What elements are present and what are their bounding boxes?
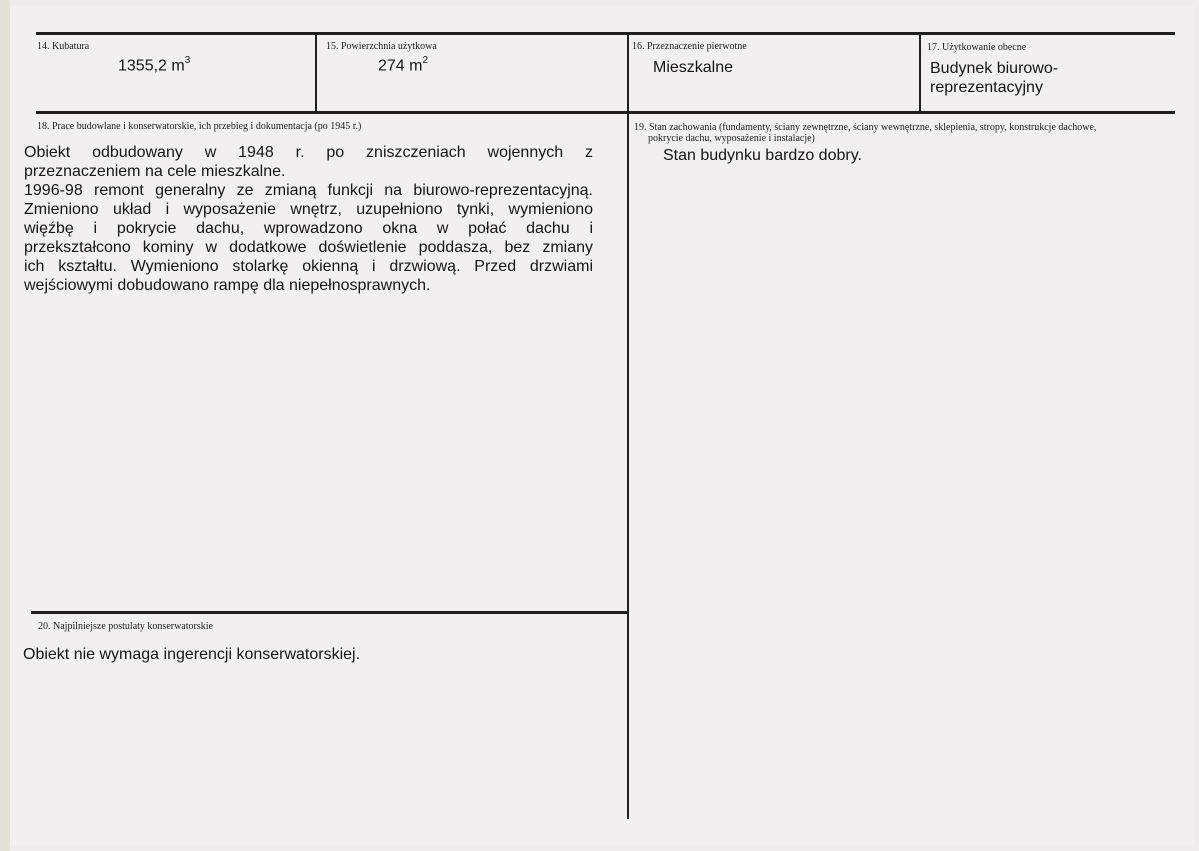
field-18-line: Obiekt odbudowany w 1948 r. po zniszczeniach wojennych z (24, 144, 593, 161)
field-15-number: 274 m (378, 57, 423, 75)
field-14-number: 1355,2 m (118, 57, 185, 75)
field-18-line: Zmieniono układ i wyposażenie wnętrz, uzupełniono tynki, wymieniono (24, 201, 593, 218)
field-20-label: 20. Najpilniejsze postulaty konserwatorskie (38, 621, 213, 632)
field-15-value (378, 52, 428, 75)
top-rule (36, 32, 1175, 35)
field-18-line: przeznaczeniem na cele mieszkalne. (24, 163, 286, 180)
field-20-value: Obiekt nie wymaga ingerencji konserwatorskiej. (23, 646, 361, 663)
col-divider-3 (919, 33, 921, 112)
field-15-unit-sup: 2 (422, 55, 429, 66)
field-17-label: 17. Użytkowanie obecne (927, 42, 1027, 53)
section-20-rule (31, 611, 628, 614)
field-18-label: 18. Prace budowlane i konserwatorskie, ich przebieg i dokumentacja (po 1945 r.) (37, 121, 362, 132)
field-19-value: Stan budynku bardzo dobry. (663, 147, 862, 164)
field-18-line: więźbę i pokrycie dachu, wprowadzono okna w połać dachu i (24, 220, 593, 237)
field-14-value (118, 52, 190, 75)
field-16-value: Mieszkalne (653, 59, 734, 76)
field-18-line: 1996-98 remont generalny ze zmianą funkcji na biurowo-reprezentacyjną. (24, 182, 593, 199)
field-18-line: przekształcono kominy w dodatkowe doświetlenie poddasza, bez zmiany (24, 239, 593, 256)
field-17-value-line-1: Budynek biurowo- (930, 60, 1059, 77)
field-14-unit-sup: 3 (184, 55, 191, 66)
page-edge (0, 0, 10, 851)
field-17-value-line-2: reprezentacyjny (930, 79, 1043, 96)
field-14-label: 14. Kubatura (37, 41, 90, 52)
field-15-label: 15. Powierzchnia użytkowa (326, 41, 437, 52)
row-divider-rule (36, 111, 1175, 114)
field-19-label-line-1: 19. Stan zachowania (fundamenty, ściany zewnętrzne, ściany wewnętrzne, sklepienia, stropy, konstrukcje dachowe, (634, 122, 1097, 133)
field-17-value (930, 59, 1058, 97)
field-18-text (24, 143, 593, 295)
field-16-label: 16. Przeznaczenie pierwotne (632, 41, 747, 52)
field-18-line: wejściowymi dobudowano rampę dla niepełnosprawnych. (24, 277, 431, 294)
field-18-line: ich kształtu. Wymieniono stolarkę okienną i drzwiową. Przed drzwiami (24, 258, 593, 275)
field-19-label-line-2: pokrycie dachu, wyposażenie i instalacje) (648, 133, 815, 144)
col-divider-1 (315, 33, 317, 112)
col-divider-2 (627, 33, 629, 819)
field-19-label (634, 122, 1174, 144)
